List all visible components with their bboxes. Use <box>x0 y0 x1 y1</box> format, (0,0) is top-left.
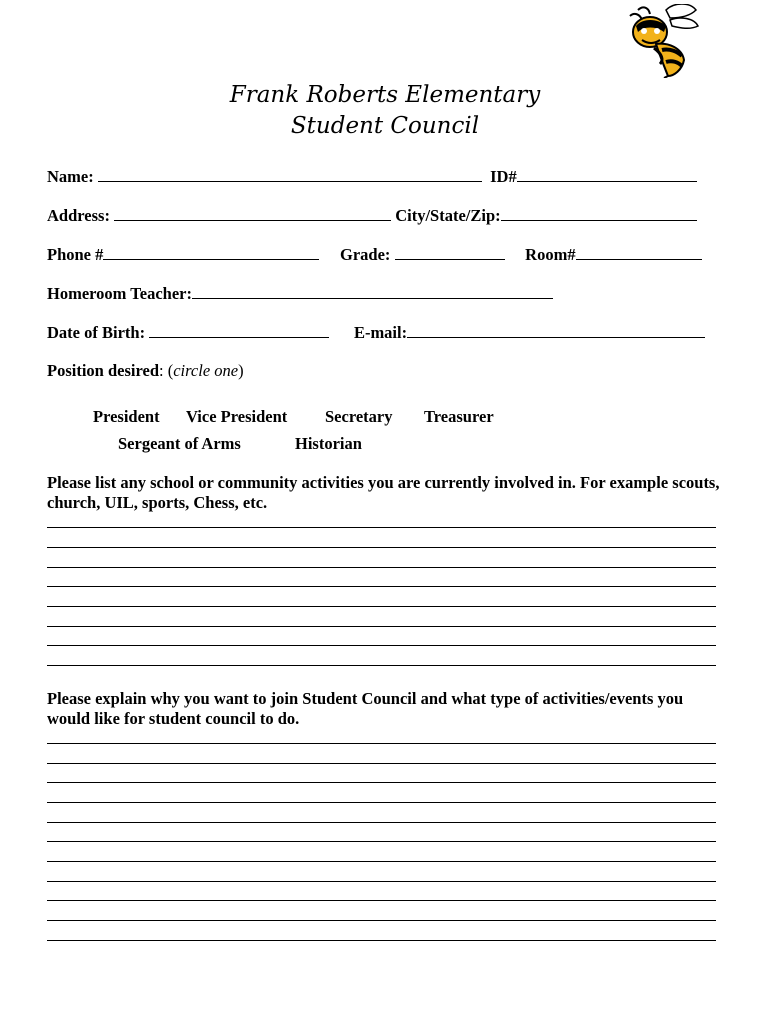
city-state-zip-field[interactable] <box>501 204 697 221</box>
reason-answer-line[interactable] <box>47 900 716 901</box>
activities-answer-line[interactable] <box>47 665 716 666</box>
reason-answer-line[interactable] <box>47 861 716 862</box>
reason-answer-line[interactable] <box>47 940 716 941</box>
yellow-jacket-mascot-icon <box>624 4 700 78</box>
activities-answer-line[interactable] <box>47 645 716 646</box>
id-label: ID# <box>490 167 517 186</box>
dob-row <box>47 321 705 343</box>
dob-field[interactable] <box>149 321 329 338</box>
activities-answer-line[interactable] <box>47 626 716 627</box>
activities-answer-line[interactable] <box>47 567 716 568</box>
dob-label: Date of Birth: <box>47 323 146 342</box>
activities-answer-line[interactable] <box>47 606 716 607</box>
email-field[interactable] <box>407 321 705 338</box>
option-secretary[interactable]: Secretary <box>325 407 393 426</box>
reason-answer-line[interactable] <box>47 743 716 744</box>
activities-answer-line[interactable] <box>47 586 716 587</box>
room-field[interactable] <box>576 243 702 260</box>
position-colon: : <box>159 361 164 380</box>
option-sergeant-of-arms[interactable]: Sergeant of Arms <box>118 434 241 453</box>
school-name-title: Frank Roberts Elementary <box>229 82 541 108</box>
option-treasurer[interactable]: Treasurer <box>424 407 494 426</box>
reason-answer-line[interactable] <box>47 920 716 921</box>
reason-answer-line[interactable] <box>47 822 716 823</box>
address-label: Address: <box>47 206 110 225</box>
homeroom-row <box>47 282 553 304</box>
room-label: Room# <box>525 245 576 264</box>
phone-field[interactable] <box>103 243 319 260</box>
grade-field[interactable] <box>395 243 505 260</box>
address-row <box>47 204 697 226</box>
reason-answer-line[interactable] <box>47 802 716 803</box>
city-state-zip-label: City/State/Zip: <box>395 206 501 225</box>
name-label: Name: <box>47 167 94 186</box>
activities-question: Please list any school or community activities you are currently involved in. For example scouts, church, UIL, sports, Chess, etc. <box>47 473 720 512</box>
form-title: Student Council <box>290 113 480 139</box>
position-label: Position desired <box>47 361 159 380</box>
activities-answer-line[interactable] <box>47 527 716 528</box>
reason-answer-line[interactable] <box>47 841 716 842</box>
reason-answer-line[interactable] <box>47 763 716 764</box>
reason-answer-line[interactable] <box>47 782 716 783</box>
reason-question: Please explain why you want to join Student Council and what type of activities/events you would like for student council to do. <box>47 689 684 728</box>
name-field[interactable] <box>98 165 482 182</box>
option-historian[interactable]: Historian <box>295 434 362 453</box>
grade-label: Grade: <box>340 245 391 264</box>
address-field[interactable] <box>114 204 391 221</box>
position-row: Position desired: (circle one) <box>47 361 244 380</box>
phone-row <box>47 243 702 265</box>
name-row <box>47 165 697 187</box>
option-vice-president[interactable]: Vice President <box>186 407 288 426</box>
reason-answer-line[interactable] <box>47 881 716 882</box>
phone-label: Phone # <box>47 245 104 264</box>
homeroom-teacher-field[interactable] <box>192 282 553 299</box>
option-president[interactable]: President <box>93 407 160 426</box>
id-field[interactable] <box>517 165 697 182</box>
homeroom-teacher-label: Homeroom Teacher: <box>47 284 192 303</box>
email-label: E-mail: <box>353 323 408 342</box>
position-hint: circle one <box>173 361 239 380</box>
activities-answer-line[interactable] <box>47 547 716 548</box>
